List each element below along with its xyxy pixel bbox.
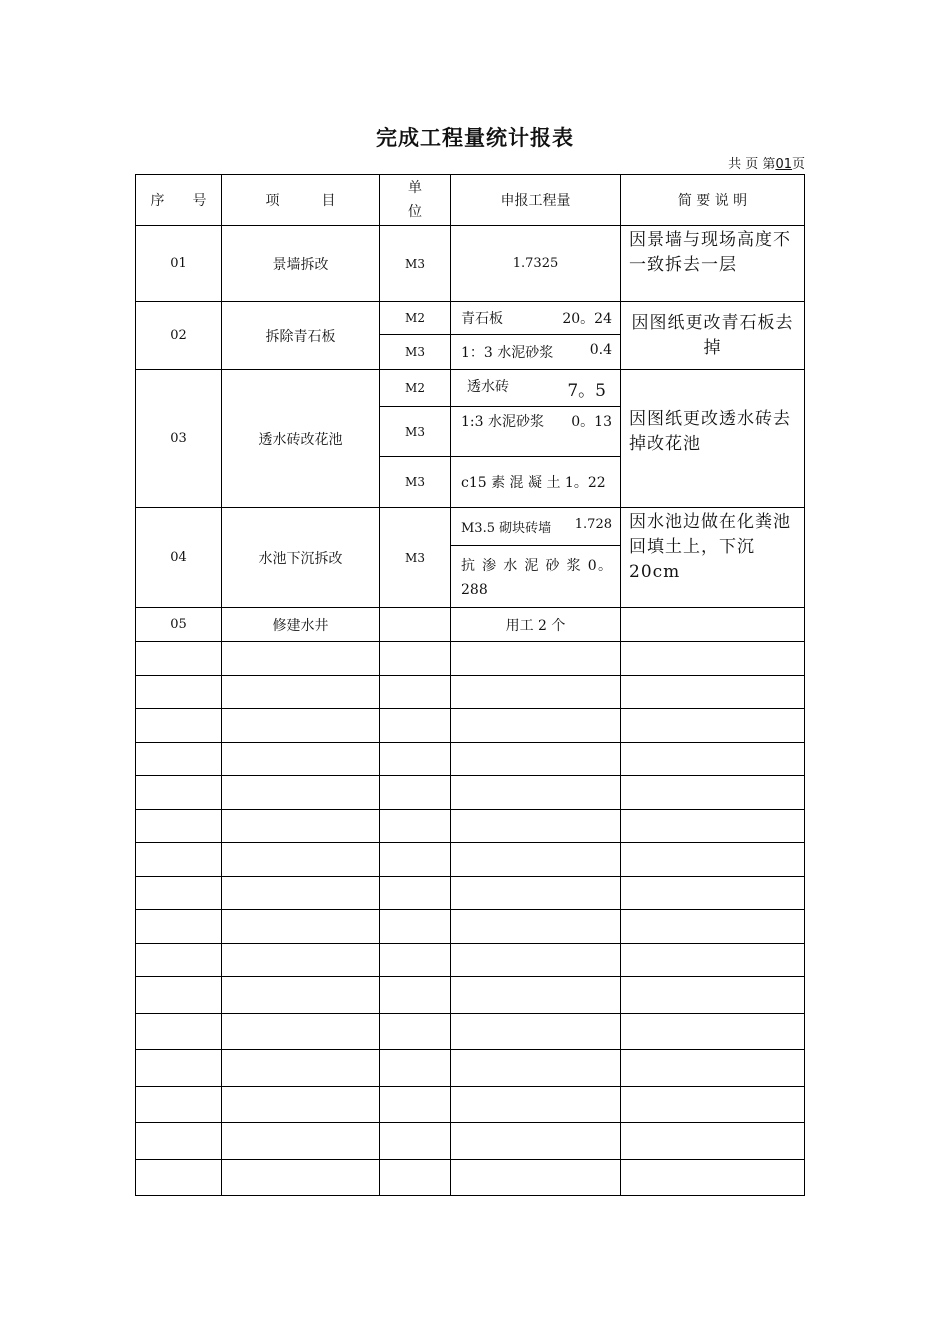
row-seq: 04 <box>136 508 222 608</box>
row-seq: 02 <box>136 302 222 370</box>
empty-row <box>136 843 805 877</box>
table-row <box>136 370 805 407</box>
row-note: 因水池边做在化粪池回填土上，下沉 20cm <box>621 508 805 608</box>
row-item: 拆除青石板 <box>222 302 380 370</box>
empty-row <box>136 743 805 776</box>
table-header-row <box>136 175 805 226</box>
row-note <box>621 608 805 642</box>
header-item: 项 目 <box>222 175 380 226</box>
row-unit: M3 <box>380 226 451 302</box>
row-amount <box>451 370 621 407</box>
row-amount: 1.7325 <box>451 226 621 302</box>
row-amount <box>451 407 621 457</box>
row-amount: 用工 2 个 <box>451 608 621 642</box>
row-amount <box>451 302 621 335</box>
row-item: 水池下沉拆改 <box>222 508 380 608</box>
table-row <box>136 226 805 302</box>
row-item: 修建水井 <box>222 608 380 642</box>
row-amount: c15 素 混 凝 土 1。22 <box>451 457 621 508</box>
amount-qty: 0.4 <box>589 342 612 358</box>
empty-row <box>136 642 805 676</box>
amount-material: 1:3 水泥砂浆 <box>461 414 544 430</box>
empty-row <box>136 944 805 977</box>
amount-qty: 20。24 <box>562 311 612 327</box>
page-info-suffix: 页 <box>791 157 805 172</box>
amount-material: 1：3 水泥砂浆 <box>461 345 554 361</box>
header-unit: 单位 <box>380 175 451 226</box>
table-row <box>136 608 805 642</box>
empty-row <box>136 1160 805 1196</box>
amount-qty: 7。5 <box>567 380 606 401</box>
row-note: 因图纸更改青石板去掉 <box>621 302 805 370</box>
row-unit <box>380 608 451 642</box>
row-amount: 抗 渗 水 泥 砂 浆 0。288 <box>451 546 621 608</box>
amount-qty: 0。13 <box>571 414 612 430</box>
row-item: 景墙拆改 <box>222 226 380 302</box>
quantity-table <box>135 174 805 1196</box>
report-title: 完成工程量统计报表 <box>376 126 574 150</box>
amount-material: M3.5 砌块砖墙 <box>461 521 552 536</box>
empty-row <box>136 1087 805 1123</box>
row-amount <box>451 335 621 370</box>
table-row <box>136 302 805 335</box>
header-amount: 申报工程量 <box>451 175 621 226</box>
row-seq: 01 <box>136 226 222 302</box>
empty-row <box>136 776 805 810</box>
row-amount <box>451 508 621 546</box>
amount-material: 青石板 <box>461 311 503 327</box>
page-info-prefix: 共 页 第 <box>728 157 776 172</box>
row-unit: M3 <box>380 335 451 370</box>
row-unit: M2 <box>380 370 451 407</box>
table-row <box>136 508 805 546</box>
row-unit: M3 <box>380 508 451 608</box>
empty-row <box>136 1014 805 1050</box>
row-seq: 05 <box>136 608 222 642</box>
empty-row <box>136 1050 805 1087</box>
empty-row <box>136 877 805 910</box>
page-number: 01 <box>775 157 792 172</box>
empty-row <box>136 810 805 843</box>
empty-row <box>136 676 805 709</box>
header-note: 简 要 说 明 <box>621 175 805 226</box>
empty-row <box>136 1123 805 1160</box>
row-seq: 03 <box>136 370 222 508</box>
amount-qty: 1.728 <box>574 517 612 532</box>
row-note: 因图纸更改透水砖去掉改花池 <box>621 370 805 508</box>
row-unit: M2 <box>380 302 451 335</box>
amount-material: 透水砖 <box>467 378 509 395</box>
header-seq: 序 号 <box>136 175 222 226</box>
empty-row <box>136 709 805 743</box>
row-unit: M3 <box>380 457 451 508</box>
empty-row <box>136 910 805 944</box>
page-info <box>728 153 805 172</box>
row-note: 因景墙与现场高度不一致拆去一层 <box>621 226 805 302</box>
row-item: 透水砖改花池 <box>222 370 380 508</box>
row-unit: M3 <box>380 407 451 457</box>
empty-row <box>136 977 805 1014</box>
